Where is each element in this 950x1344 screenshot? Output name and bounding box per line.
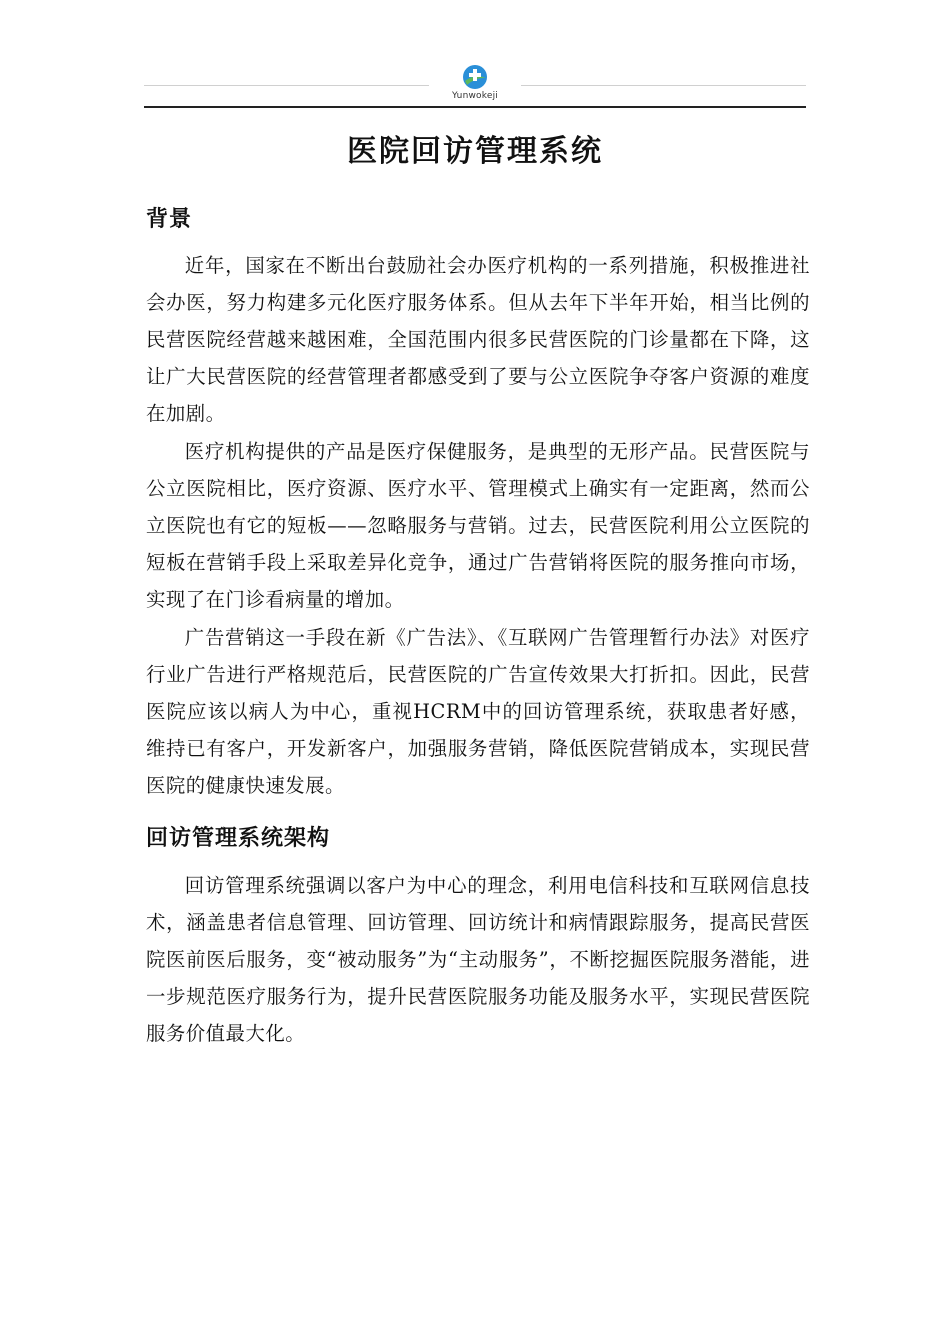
header-line-right — [521, 85, 806, 86]
architecture-paragraph-1: 回访管理系统强调以客户为中心的理念，利用电信科技和互联网信息技术，涵盖患者信息管理、回访管理、回访统计和病情跟踪服务，提高民营医院医前医后服务，变“被动服务”为“主动服务”，不断挖掘医院服务潜能，进一步规范医疗服务行为，提升民营医院服务功能及服务水平，实现民营医院服务价值最大化。 — [146, 874, 810, 1045]
document-title: 医院回访管理系统 — [347, 134, 603, 169]
company-logo — [450, 64, 500, 104]
section-heading-architecture: 回访管理系统架构 — [146, 826, 331, 851]
logo-text: Yunwokeji — [452, 91, 498, 101]
cross-swoosh-logo-icon — [462, 64, 488, 90]
header-line-left — [144, 85, 429, 86]
background-paragraph-2: 医疗机构提供的产品是医疗保健服务，是典型的无形产品。民营医院与公立医院相比，医疗资源、医疗水平、管理模式上确实有一定距离，然而公立医院也有它的短板——忽略服务与营销。过去，民营医院利用公立医院的短板在营销手段上采取差异化竞争，通过广告营销将医院的服务推向市场，实现了在门诊看病量的增加。 — [146, 440, 810, 611]
background-paragraph-1: 近年，国家在不断出台鼓励社会办医疗机构的一系列措施，积极推进社会办医，努力构建多元化医疗服务体系。但从去年下半年开始，相当比例的民营医院经营越来越困难，全国范围内很多民营医院的门诊量都在下降，这让广大民营医院的经营管理者都感受到了要与公立医院争夺客户资源的难度在加剧。 — [146, 254, 810, 425]
header-rule — [144, 106, 806, 108]
page-header — [144, 62, 806, 108]
section-heading-background: 背景 — [146, 207, 193, 232]
background-paragraph-3: 广告营销这一手段在新《广告法》、《互联网广告管理暂行办法》对医疗行业广告进行严格规范后，民营医院的广告宣传效果大打折扣。因此，民营医院应该以病人为中心，重视HCRM中的回访管理系统，获取患者好感，维持已有客户，开发新客户，加强服务营销，降低医院营销成本，实现民营医院的健康快速发展。 — [146, 626, 810, 797]
